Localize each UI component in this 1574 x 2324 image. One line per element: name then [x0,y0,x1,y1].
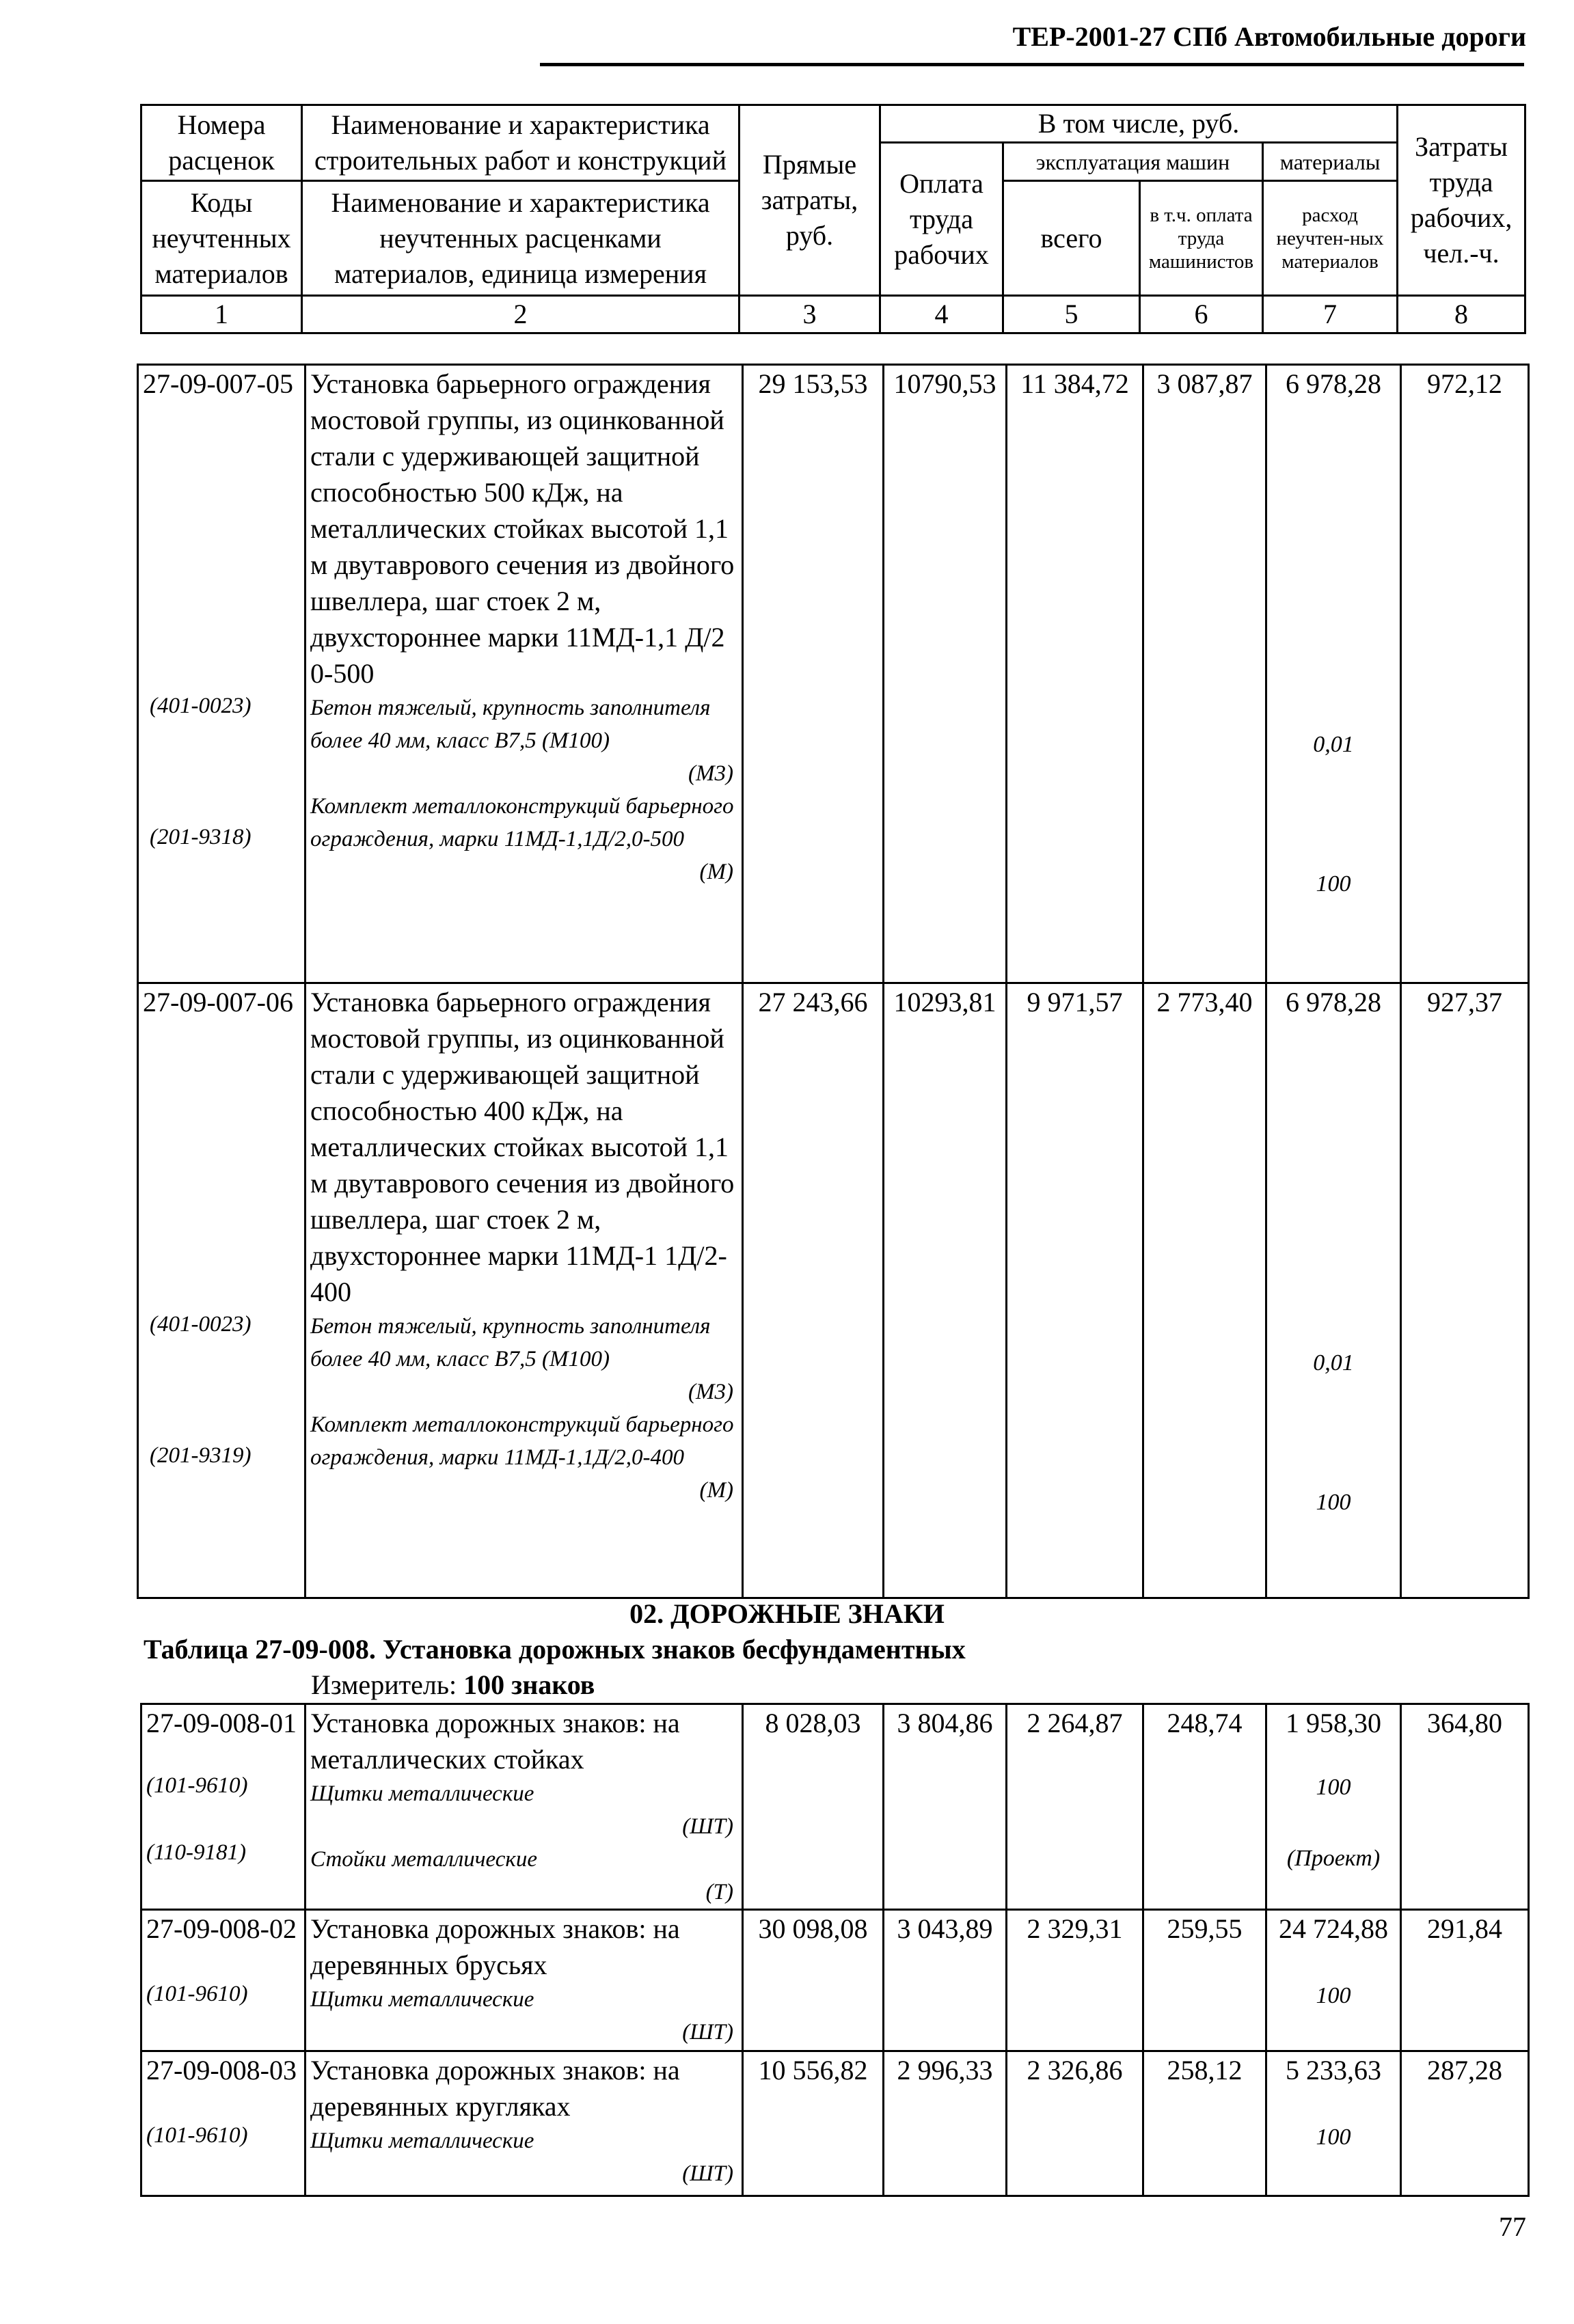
material-unit: (М3) [688,761,733,786]
material-code: (401-0023) [150,694,252,718]
rate-name-cell [306,1910,743,2051]
material-unit: (М) [699,1478,733,1503]
labor-hours: 287,28 [1401,2051,1529,2196]
column-header-table [140,104,1526,334]
rate-code: 27-09-007-06 [143,987,293,1017]
header-num-5: 5 [1003,296,1140,333]
header-unaccounted-materials: расход неучтен-ных материалов [1263,181,1398,296]
material-name: Комплект металлоконструкций барьерного ограждения, марки 11МД-1,1Д/2,0-500 [310,794,734,851]
materials-cost: 1 958,30 [1286,1708,1381,1738]
rate-name-cell [306,2051,743,2196]
direct-costs: 8 028,03 [743,1704,884,1910]
operator-pay: 258,12 [1143,2051,1266,2196]
worker-pay: 10293,81 [884,983,1007,1598]
table-row [141,1704,1529,1910]
header-operator-pay: в т.ч. оплата труда машинистов [1140,181,1263,296]
rate-name-cell [306,365,743,983]
materials-cell [1266,1910,1401,2051]
header-including: В том числе, руб. [880,105,1398,143]
header-num-8: 8 [1398,296,1525,333]
header-num-3: 3 [739,296,880,333]
machines-total: 11 384,72 [1007,365,1143,983]
header-name-top: Наименование и характеристика строительных работ и конструкций [302,105,739,181]
table-row [141,1910,1529,2051]
page-number: 77 [1499,2211,1526,2242]
material-quantity: 100 [1316,1490,1351,1515]
material-name: Щитки металлические [310,1781,534,1806]
rate-code: 27-09-007-05 [143,368,293,399]
worker-pay: 3 043,89 [884,1910,1007,2051]
rates-table-barrier [137,364,1530,1599]
material-name: Щитки металлические [310,2129,534,2153]
material-quantity: (Проект) [1286,1846,1381,1871]
rate-code-cell [141,2051,306,2196]
material-quantity: 100 [1316,871,1351,897]
rate-name-cell [306,1704,743,1910]
rate-code: 27-09-008-03 [146,2055,297,2086]
table-row [141,2051,1529,2196]
labor-hours: 364,80 [1401,1704,1529,1910]
materials-cost: 6 978,28 [1286,987,1381,1017]
material-name: Комплект металлоконструкций барьерного ограждения, марки 11МД-1,1Д/2,0-400 [310,1412,734,1470]
header-num-1: 1 [141,296,302,333]
header-num-2: 2 [302,296,739,333]
header-num-6: 6 [1140,296,1263,333]
table-row [138,365,1529,983]
operator-pay: 248,74 [1143,1704,1266,1910]
machines-total: 2 329,31 [1007,1910,1143,2051]
header-labor-hours: Затраты труда рабочих, чел.-ч. [1398,105,1525,296]
direct-costs: 10 556,82 [743,2051,884,2196]
labor-hours: 291,84 [1401,1910,1529,2051]
rate-name-cell [306,983,743,1598]
header-name-bottom: Наименование и характеристика неучтенных расценками материалов, единица измерения [302,181,739,296]
header-worker-pay: Оплата труда рабочих [880,143,1003,296]
material-code: (101-9610) [146,2123,248,2148]
operator-pay: 259,55 [1143,1910,1266,2051]
materials-cell [1266,1704,1401,1910]
material-unit: (М) [699,860,733,884]
direct-costs: 27 243,66 [743,983,884,1598]
worker-pay: 2 996,33 [884,2051,1007,2196]
worker-pay: 3 804,86 [884,1704,1007,1910]
header-direct-costs: Прямые затраты, руб. [739,105,880,296]
material-unit: (М3) [688,1380,733,1404]
materials-cell [1266,2051,1401,2196]
rate-code-cell [138,983,306,1598]
material-quantity: 0,01 [1313,732,1354,757]
table-title: Таблица 27-09-008. Установка дорожных знаков бесфундаментных [144,1634,966,1665]
material-code: (101-9610) [146,1982,248,2006]
measure-value: 100 знаков [463,1669,595,1700]
materials-cost: 5 233,63 [1286,2055,1381,2086]
labor-hours: 972,12 [1401,365,1529,983]
material-code: (201-9318) [150,825,252,849]
header-machines-total: всего [1003,181,1140,296]
material-unit: (ШТ) [682,1814,733,1839]
labor-hours: 927,37 [1401,983,1529,1598]
direct-costs: 29 153,53 [743,365,884,983]
materials-cost: 6 978,28 [1286,368,1381,399]
machines-total: 9 971,57 [1007,983,1143,1598]
machines-total: 2 264,87 [1007,1704,1143,1910]
material-unit: (ШТ) [682,2161,733,2186]
material-unit: (ШТ) [682,2020,733,2045]
material-quantity: 0,01 [1313,1350,1354,1376]
rate-name: Установка дорожных знаков: на деревянных кругляках [310,2055,680,2122]
rate-name: Установка дорожных знаков: на металлических стойках [310,1708,680,1775]
material-name: Стойки металлические [310,1847,537,1872]
material-name: Бетон тяжелый, крупность заполнителя более 40 мм, класс В7,5 (М100) [310,696,711,753]
header-codes-bottom: Коды неучтенных материалов [141,181,302,296]
rate-name: Установка барьерного ограждения мостовой группы, из оцинкованной стали с удерживающей защитной способностью 500 кДж, на металлических стойках высотой 1,1 м двутаврового сечения из двойного швеллера, шаг стоек 2 м, двухстороннее марки 11МД-1,1 Д/2 0-500 [310,368,735,689]
measure-line [311,1669,595,1701]
material-quantity: 100 [1316,1983,1351,2008]
rate-code: 27-09-008-02 [146,1913,297,1944]
rate-code-cell [141,1910,306,2051]
measure-label: Измеритель: [311,1669,457,1700]
materials-cell [1266,983,1401,1598]
operator-pay: 3 087,87 [1143,365,1266,983]
material-quantity: 100 [1316,2124,1351,2150]
material-name: Бетон тяжелый, крупность заполнителя более 40 мм, класс В7,5 (М100) [310,1314,711,1371]
header-materials: материалы [1263,143,1398,181]
machines-total: 2 326,86 [1007,2051,1143,2196]
worker-pay: 10790,53 [884,365,1007,983]
rate-code-cell [138,365,306,983]
rate-code-cell [141,1704,306,1910]
material-code: (110-9181) [146,1840,247,1865]
materials-cost: 24 724,88 [1279,1913,1388,1944]
material-unit: (Т) [705,1880,733,1904]
materials-cell [1266,365,1401,983]
rate-code: 27-09-008-01 [146,1708,297,1738]
section-title: 02. ДОРОЖНЫЕ ЗНАКИ [629,1598,945,1629]
header-num-4: 4 [880,296,1003,333]
header-rule [540,63,1524,66]
material-quantity: 100 [1316,1775,1351,1800]
rate-name: Установка дорожных знаков: на деревянных брусьях [310,1913,680,1980]
rate-name: Установка барьерного ограждения мостовой группы, из оцинкованной стали с удерживающей защитной способностью 400 кДж, на металлических стойках высотой 1,1 м двутаврового сечения из двойного швеллера, шаг стоек 2 м, двухстороннее марки 11МД-1 1Д/2-400 [310,987,735,1307]
rates-table-signs [140,1703,1530,2197]
header-codes-top: Номера расценок [141,105,302,181]
direct-costs: 30 098,08 [743,1910,884,2051]
table-row [138,983,1529,1598]
operator-pay: 2 773,40 [1143,983,1266,1598]
running-header: ТЕР-2001-27 СПб Автомобильные дороги [1012,21,1526,52]
material-name: Щитки металлические [310,1987,534,2012]
header-num-7: 7 [1263,296,1398,333]
material-code: (101-9610) [146,1773,248,1798]
header-machines: эксплуатация машин [1003,143,1263,181]
material-code: (401-0023) [150,1312,252,1337]
material-code: (201-9319) [150,1443,252,1468]
